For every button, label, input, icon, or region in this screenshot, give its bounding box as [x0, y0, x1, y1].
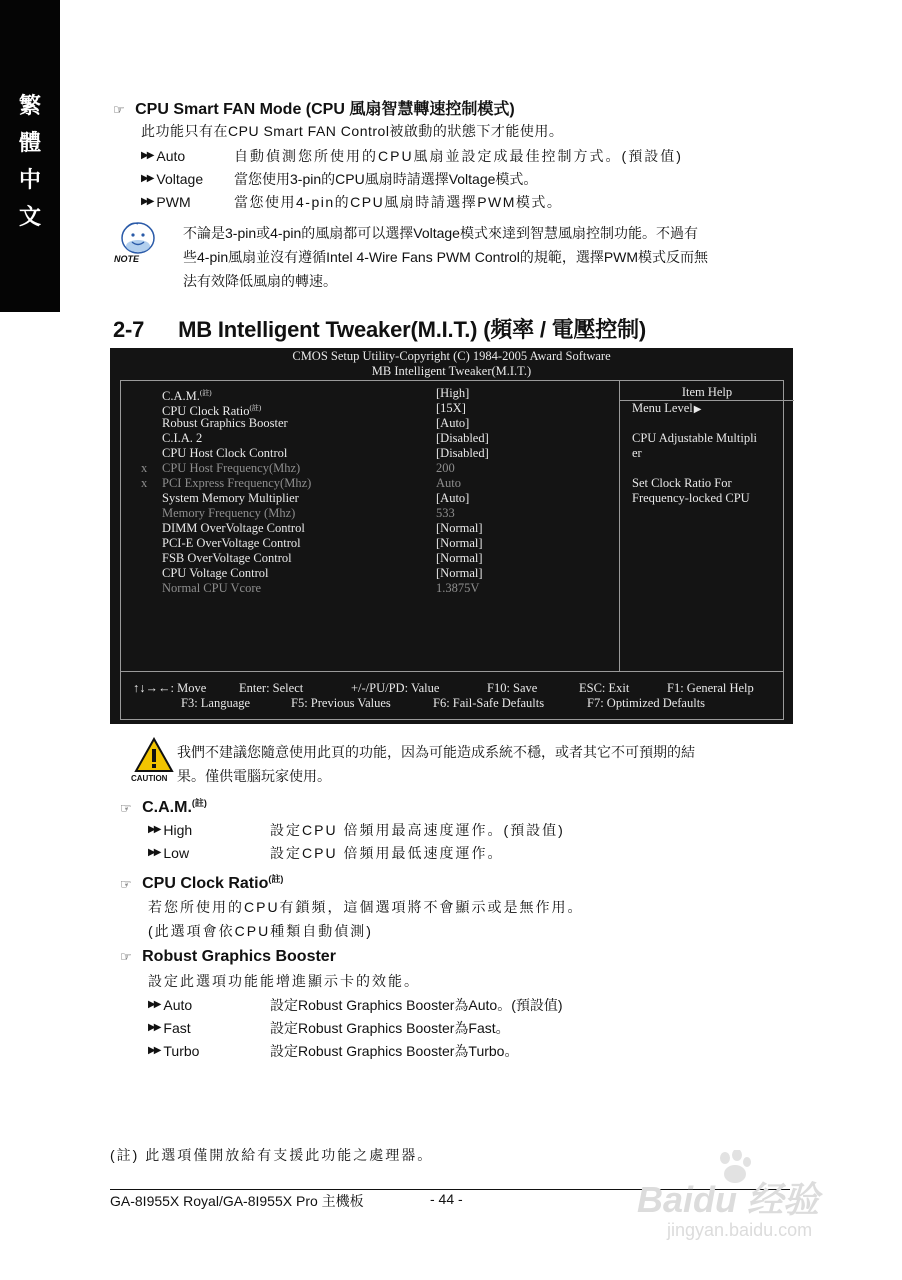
- language-side-tab: [0, 0, 60, 312]
- page-number: - 44 -: [430, 1191, 463, 1207]
- bios-setting-row[interactable]: CPU Clock Ratio$^{(註)}$ [15X]: [162, 401, 466, 419]
- key-language: F3: Language: [181, 696, 251, 710]
- option-item: ▶▶ PWM 當您使用4-pin的CPU風扇時請選擇PWM模式。: [141, 193, 563, 210]
- bios-setting-row-disabled: x CPU Host Frequency(Mhz) 200: [141, 461, 455, 475]
- help-line: CPU Adjustable Multipli: [632, 431, 758, 445]
- key-exit: ESC: Exit: [579, 681, 630, 695]
- double-arrow-icon: ▶▶: [141, 150, 153, 161]
- caution-label: CAUTION: [131, 774, 168, 783]
- bios-header-title: MB Intelligent Tweaker(M.I.T.): [371, 364, 532, 378]
- cam-heading: ☞ C.A.M.$^{(註)}$: [120, 798, 207, 817]
- key-save: F10: Save: [487, 681, 538, 695]
- pointing-hand-icon: ☞: [120, 950, 132, 965]
- rgb-heading: ☞ Robust Graphics Booster: [120, 948, 336, 965]
- fan-mode-options: [141, 144, 801, 213]
- clock-ratio-heading: ☞ CPU Clock Ratio$^{(註)}$: [120, 874, 284, 893]
- bios-screen: [110, 348, 793, 724]
- option-item: ▶▶ Fast 設定Robust Graphics Booster為Fast。: [148, 1019, 510, 1036]
- bios-setting-row[interactable]: Robust Graphics Booster [Auto]: [162, 416, 470, 430]
- double-arrow-icon: ▶▶: [148, 847, 160, 858]
- option-item: ▶▶ Auto 設定Robust Graphics Booster為Auto。(預設值): [148, 996, 563, 1013]
- fan-mode-description: 此功能只有在CPU Smart FAN Control被啟動的狀態下才能使用。: [141, 123, 564, 139]
- cam-options: [148, 818, 748, 864]
- help-line: er: [632, 446, 642, 460]
- help-line: Menu Level▶: [632, 401, 702, 415]
- pointing-hand-icon: ☞: [120, 877, 132, 893]
- bios-setting-row[interactable]: CPU Voltage Control [Normal]: [162, 566, 483, 580]
- double-arrow-icon: ▶▶: [141, 173, 153, 184]
- key-previous-values: F5: Previous Values: [291, 696, 391, 710]
- bios-setting-row[interactable]: C.A.M.$^{(註)}$ [High]: [162, 386, 470, 404]
- bios-setting-row[interactable]: PCI-E OverVoltage Control [Normal]: [162, 536, 483, 550]
- note-label: NOTE: [114, 254, 140, 264]
- pointing-hand-icon: ☞: [113, 103, 125, 118]
- side-tab-char: 體: [18, 130, 41, 156]
- footer-model: GA-8I955X Royal/GA-8I955X Pro 主機板: [110, 1193, 364, 1209]
- side-tab-char: 繁: [18, 93, 41, 119]
- bios-header-copyright: CMOS Setup Utility-Copyright (C) 1984-2005 Award Software: [292, 349, 611, 363]
- key-move: ↑↓→←: Move: [133, 681, 207, 695]
- double-arrow-icon: ▶▶: [148, 824, 160, 835]
- double-arrow-icon: ▶▶: [148, 1022, 160, 1033]
- baidu-watermark: Baidu 经验 jingyan.baidu.com: [635, 1150, 885, 1250]
- caution-triangle-icon: [134, 737, 174, 777]
- key-general-help: F1: General Help: [667, 681, 754, 695]
- item-help-title: Item Help: [681, 385, 733, 399]
- bios-setting-row-disabled: Normal CPU Vcore 1.3875V: [162, 581, 480, 595]
- double-arrow-icon: ▶▶: [148, 1045, 160, 1056]
- bios-frame: [120, 380, 784, 720]
- bios-setting-row[interactable]: DIMM OverVoltage Control [Normal]: [162, 521, 483, 535]
- bios-setting-row[interactable]: C.I.A. 2 [Disabled]: [162, 431, 489, 445]
- key-fail-safe: F6: Fail-Safe Defaults: [433, 696, 545, 710]
- option-item: ▶▶ Auto 自動偵測您所使用的CPU風扇並設定成最佳控制方式。(預設值): [141, 147, 683, 164]
- triangle-right-icon: ▶: [693, 404, 702, 415]
- fan-note-text: 不論是3-pin或4-pin的風扇都可以選擇Voltage模式來達到智慧風扇控制功能。不過有 些4-pin風扇並沒有遵循Intel 4-Wire Fans PWM Control的規範，選擇PWM模式反而無 法有效降低風扇的轉速。: [183, 225, 709, 289]
- caution-text: 我們不建議您隨意使用此頁的功能，因為可能造成系統不穩，或者其它不可預期的結 果。僅供電腦玩家使用。: [177, 744, 695, 784]
- pointing-hand-icon: ☞: [120, 801, 132, 817]
- rgb-options: [148, 993, 768, 1062]
- side-tab-char: 文: [18, 204, 41, 230]
- clock-ratio-text: 若您所使用的CPU有鎖頻，這個選項將不會顯示或是無作用。 (此選項會依CPU種類自動偵測): [148, 899, 584, 939]
- side-tab-char: 中: [18, 167, 41, 193]
- bios-setting-row[interactable]: FSB OverVoltage Control [Normal]: [162, 551, 483, 565]
- footnote: (註) 此選項僅開放給有支援此功能之處理器。: [110, 1147, 434, 1163]
- double-arrow-icon: ▶▶: [148, 999, 160, 1010]
- fan-mode-heading: ☞ CPU Smart FAN Mode (CPU 風扇智慧轉速控制模式): [113, 101, 515, 118]
- key-optimized: F7: Optimized Defaults: [587, 696, 706, 710]
- bios-setting-row-disabled: Memory Frequency (Mhz) 533: [162, 506, 455, 520]
- key-value: +/-/PU/PD: Value: [351, 681, 440, 695]
- option-item: ▶▶ Low 設定CPU 倍頻用最低速度運作。: [148, 844, 504, 861]
- rgb-description: 設定此選項功能能增進顯示卡的效能。: [148, 973, 420, 989]
- section-title: 2-7 MB Intelligent Tweaker(M.I.T.) (頻率 / 電壓控制): [113, 317, 647, 342]
- option-item: ▶▶ Voltage 當您使用3-pin的CPU風扇時請選擇Voltage模式。: [141, 170, 538, 187]
- help-line: Frequency-locked CPU: [632, 491, 750, 505]
- option-item: ▶▶ Turbo 設定Robust Graphics Booster為Turbo。: [148, 1042, 519, 1059]
- bios-setting-row[interactable]: System Memory Multiplier [Auto]: [162, 491, 470, 505]
- bios-setting-row-disabled: x PCI Express Frequency(Mhz) Auto: [141, 476, 461, 490]
- option-item: ▶▶ High 設定CPU 倍頻用最高速度運作。(預設值): [148, 821, 565, 838]
- help-line: Set Clock Ratio For: [632, 476, 732, 490]
- double-arrow-icon: ▶▶: [141, 196, 153, 207]
- key-select: Enter: Select: [239, 681, 304, 695]
- bios-setting-row[interactable]: CPU Host Clock Control [Disabled]: [162, 446, 489, 460]
- item-help-panel: [619, 381, 794, 671]
